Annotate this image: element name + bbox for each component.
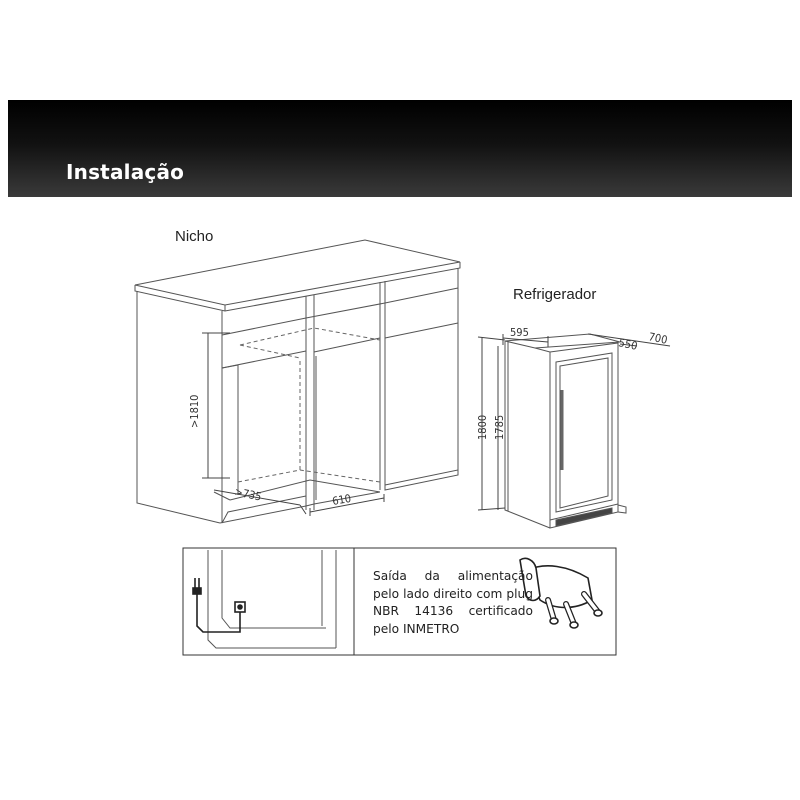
- dim-fridge-width: 595: [510, 326, 529, 339]
- dim-fridge-depth-open: 700: [647, 330, 669, 347]
- refrigerador-label: Refrigerador: [513, 286, 597, 303]
- power-info-text: Saída da alimentação pelo lado direito com plug NBR 14136 certificado pelo INMETRO: [373, 569, 533, 636]
- niche-dimensions: [202, 333, 384, 516]
- dim-fridge-height-total: 1800: [476, 414, 489, 440]
- dim-nicho-width: 610: [331, 491, 353, 508]
- dim-fridge-height-body: 1785: [493, 414, 506, 440]
- dim-fridge-depth: 550: [617, 336, 639, 353]
- refrigerator: [505, 334, 626, 528]
- refrigerator-dimensions: [478, 334, 670, 510]
- niche-cabinet: [135, 240, 460, 523]
- page-title: Instalação: [66, 160, 185, 184]
- nicho-label: Nicho: [175, 228, 214, 245]
- dim-nicho-height: >1810: [188, 394, 201, 428]
- power-cable-icon: [193, 578, 245, 632]
- dim-nicho-depth: >735: [233, 485, 263, 504]
- niche-dashed-outline: [238, 328, 380, 482]
